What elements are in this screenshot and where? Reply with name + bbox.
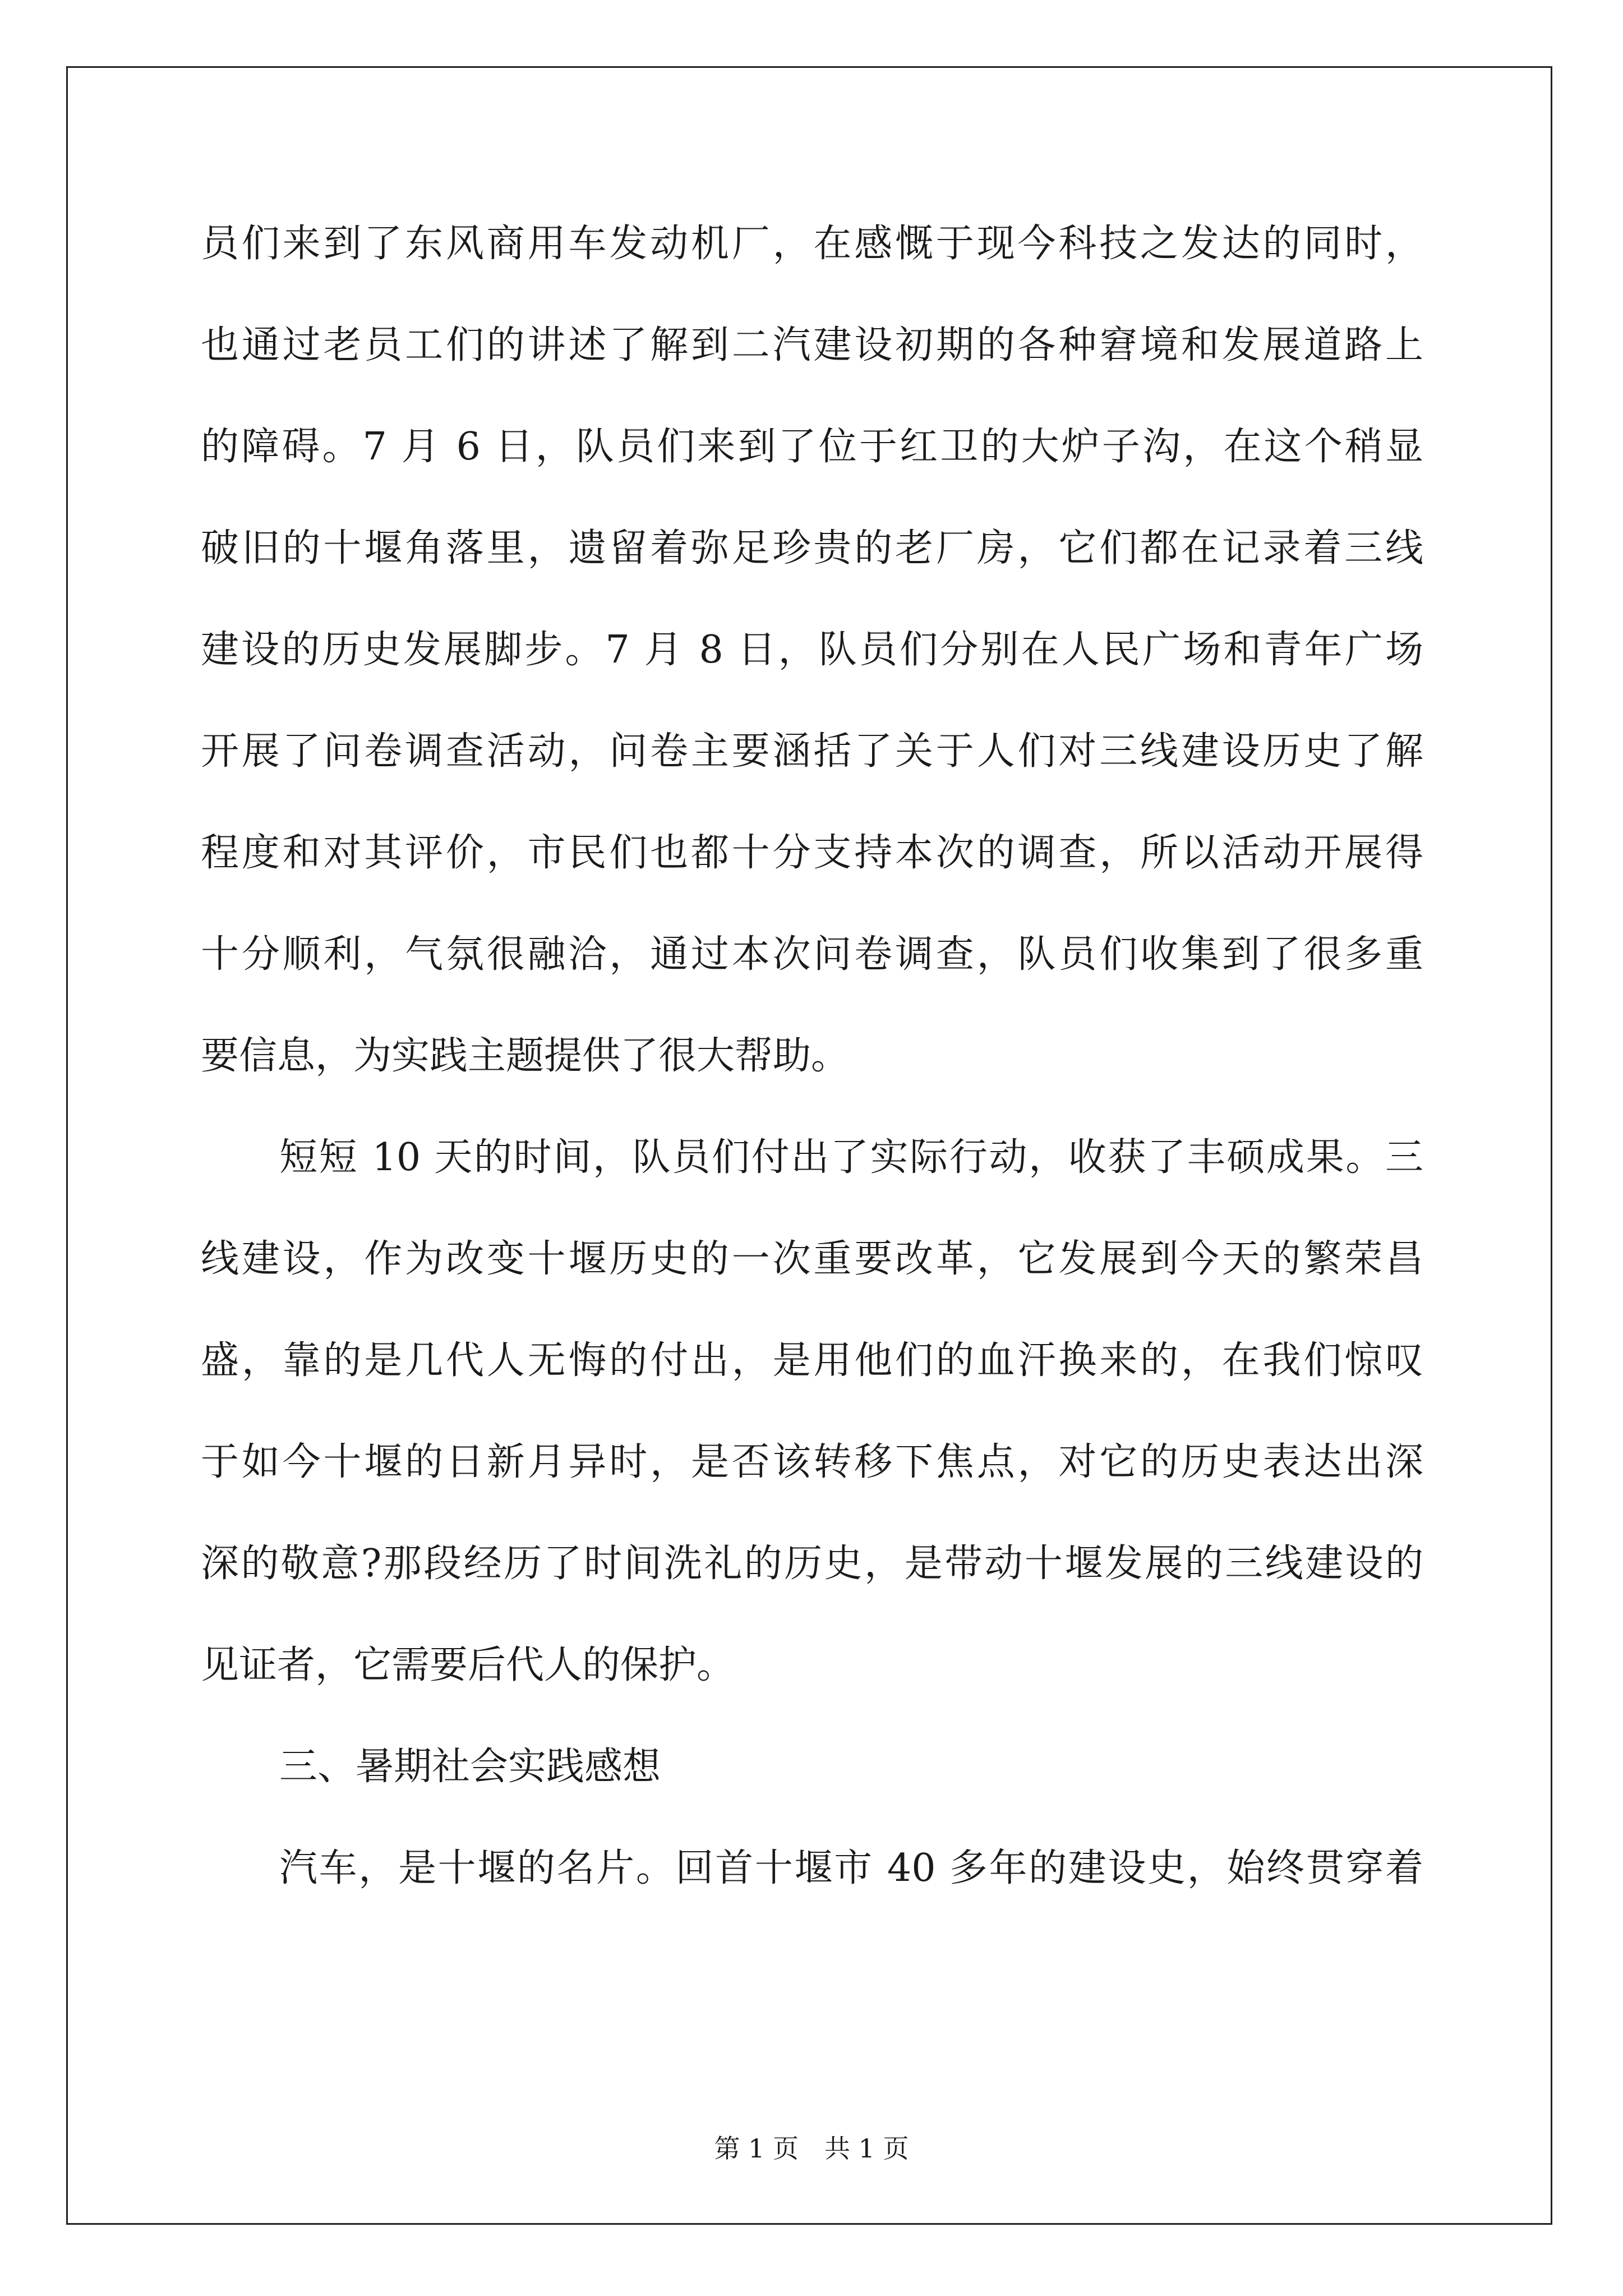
text-line: 于如今十堰的日新月异时，是否该转移下焦点，对它的历史表达出深: [201, 1440, 1423, 1484]
page-footer: 第 1 页 共 1 页: [714, 2133, 909, 2164]
text-line: 线建设，作为改变十堰历史的一次重要改革，它发展到今天的繁荣昌: [201, 1237, 1423, 1281]
text-line: 也通过老员工们的讲述了解到二汽建设初期的各种窘境和发展道路上: [201, 323, 1423, 367]
text-line: 员们来到了东风商用车发动机厂，在感慨于现今科技之发达的同时，: [201, 222, 1423, 266]
text-line: 建设的历史发展脚步。7 月 8 日，队员们分别在人民广场和青年广场: [201, 628, 1423, 672]
text-line: 破旧的十堰角落里，遗留着弥足珍贵的老厂房，它们都在记录着三线: [201, 526, 1423, 570]
paragraph-first-line: 汽车，是十堰的名片。回首十堰市 40 多年的建设史，始终贯穿着: [279, 1846, 1423, 1890]
text-line: 程度和对其评价，市民们也都十分支持本次的调查，所以活动开展得: [201, 831, 1423, 875]
paragraph-first-line: 短短 10 天的时间，队员们付出了实际行动，收获了丰硕成果。三: [279, 1135, 1423, 1180]
text-line: 的障碍。7 月 6 日，队员们来到了位于红卫的大炉子沟，在这个稍显: [201, 425, 1423, 469]
text-line: 见证者，它需要后代人的保护。: [201, 1643, 735, 1687]
document-body: [201, 216, 1423, 1942]
text-line: 开展了问卷调查活动，问卷主要涵括了关于人们对三线建设历史了解: [201, 729, 1423, 774]
text-line: 要信息，为实践主题提供了很大帮助。: [201, 1034, 850, 1078]
text-line: 十分顺利，气氛很融洽，通过本次问卷调查，队员们收集到了很多重: [201, 932, 1423, 977]
text-line: 深的敬意?那段经历了时间洗礼的历史，是带动十堰发展的三线建设的: [201, 1542, 1423, 1586]
section-heading: 三、暑期社会实践感想: [279, 1745, 661, 1789]
text-line: 盛，靠的是几代人无悔的付出，是用他们的血汗换来的，在我们惊叹: [201, 1338, 1423, 1383]
